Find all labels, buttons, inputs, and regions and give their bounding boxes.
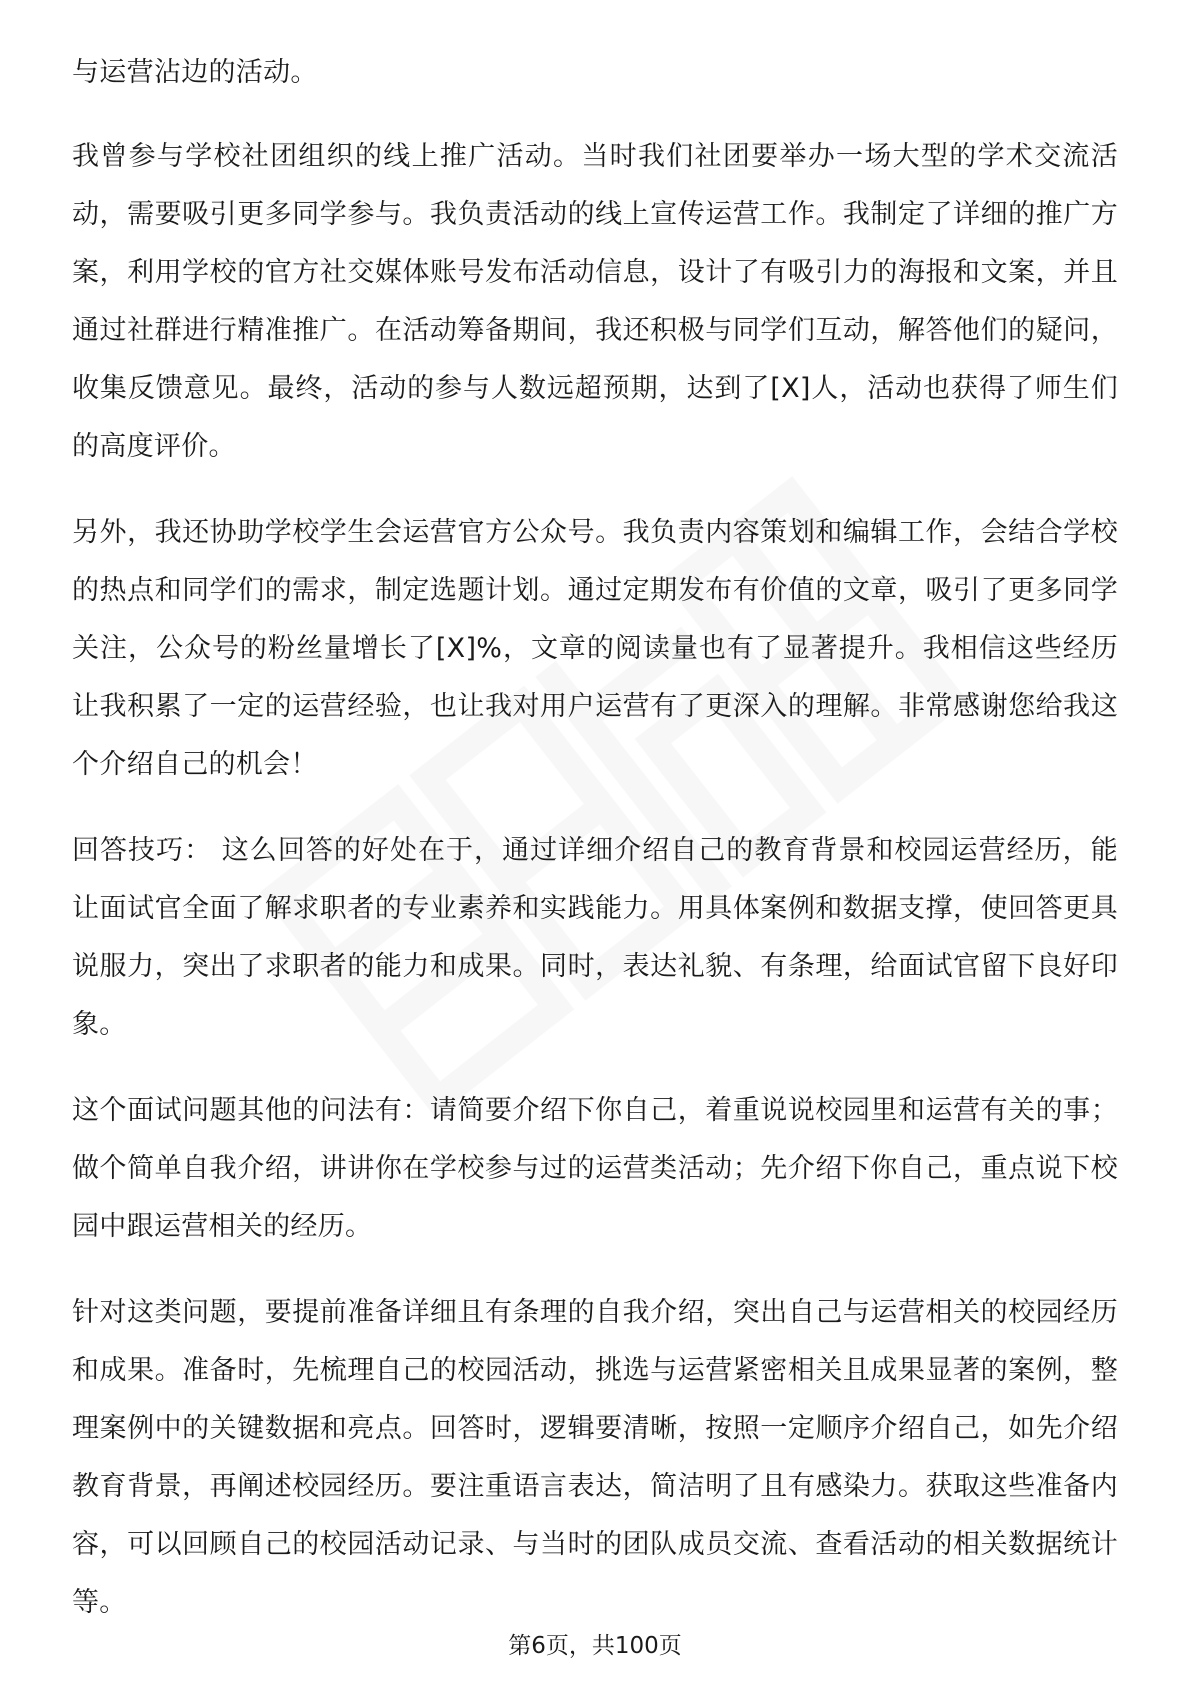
paragraph-6: 针对这类问题，要提前准备详细且有条理的自我介绍，突出自己与运营相关的校园经历和成果。准备时，先梳理自己的校园活动，挑选与运营紧密相关且成果显著的案例，整理案例中的关键数据和亮点。回答时，逻辑要清晰，按照一定顺序介绍自己，如先介绍教育背景，再阐述校园经历。要注重语言表达，简洁明了且有感染力。获取这些准备内容，可以回顾自己的校园活动记录、与当时的团队成员交流、查看活动的相关数据统计等。 [72,1297,1118,1618]
paragraph-4: 回答技巧： 这么回答的好处在于，通过详细介绍自己的教育背景和校园运营经历，能让面试官全面了解求职者的专业素养和实践能力。用具体案例和数据支撑，使回答更具说服力，突出了求职者的能力和成果。同时，表达礼貌、有条理，给面试官留下良好印象。 [72,835,1118,1040]
paragraph-1: 与运营沾边的活动。 [72,57,318,88]
document-body [72,44,1118,1660]
paragraph-2: 我曾参与学校社团组织的线上推广活动。当时我们社团要举办一场大型的学术交流活动，需要吸引更多同学参与。我负责活动的线上宣传运营工作。我制定了详细的推广方案，利用学校的官方社交媒体账号发布活动信息，设计了有吸引力的海报和文案，并且通过社群进行精准推广。在活动筹备期间，我还积极与同学们互动，解答他们的疑问，收集反馈意见。最终，活动的参与人数远超预期，达到了[X]人，活动也获得了师生们的高度评价。 [72,141,1118,462]
page-number: 第6页，共100页 [508,1633,682,1659]
paragraph-3: 另外，我还协助学校学生会运营官方公众号。我负责内容策划和编辑工作，会结合学校的热点和同学们的需求，制定选题计划。通过定期发布有价值的文章，吸引了更多同学关注，公众号的粉丝量增长了[X]%，文章的阅读量也有了显著提升。我相信这些经历让我积累了一定的运营经验，也让我对用户运营有了更深入的理解。非常感谢您给我这个介绍自己的机会！ [72,517,1118,780]
paragraph-5: 这个面试问题其他的问法有：请简要介绍下你自己，着重说说校园里和运营有关的事；做个简单自我介绍，讲讲你在学校参与过的运营类活动；先介绍下你自己，重点说下校园中跟运营相关的经历。 [72,1095,1118,1242]
